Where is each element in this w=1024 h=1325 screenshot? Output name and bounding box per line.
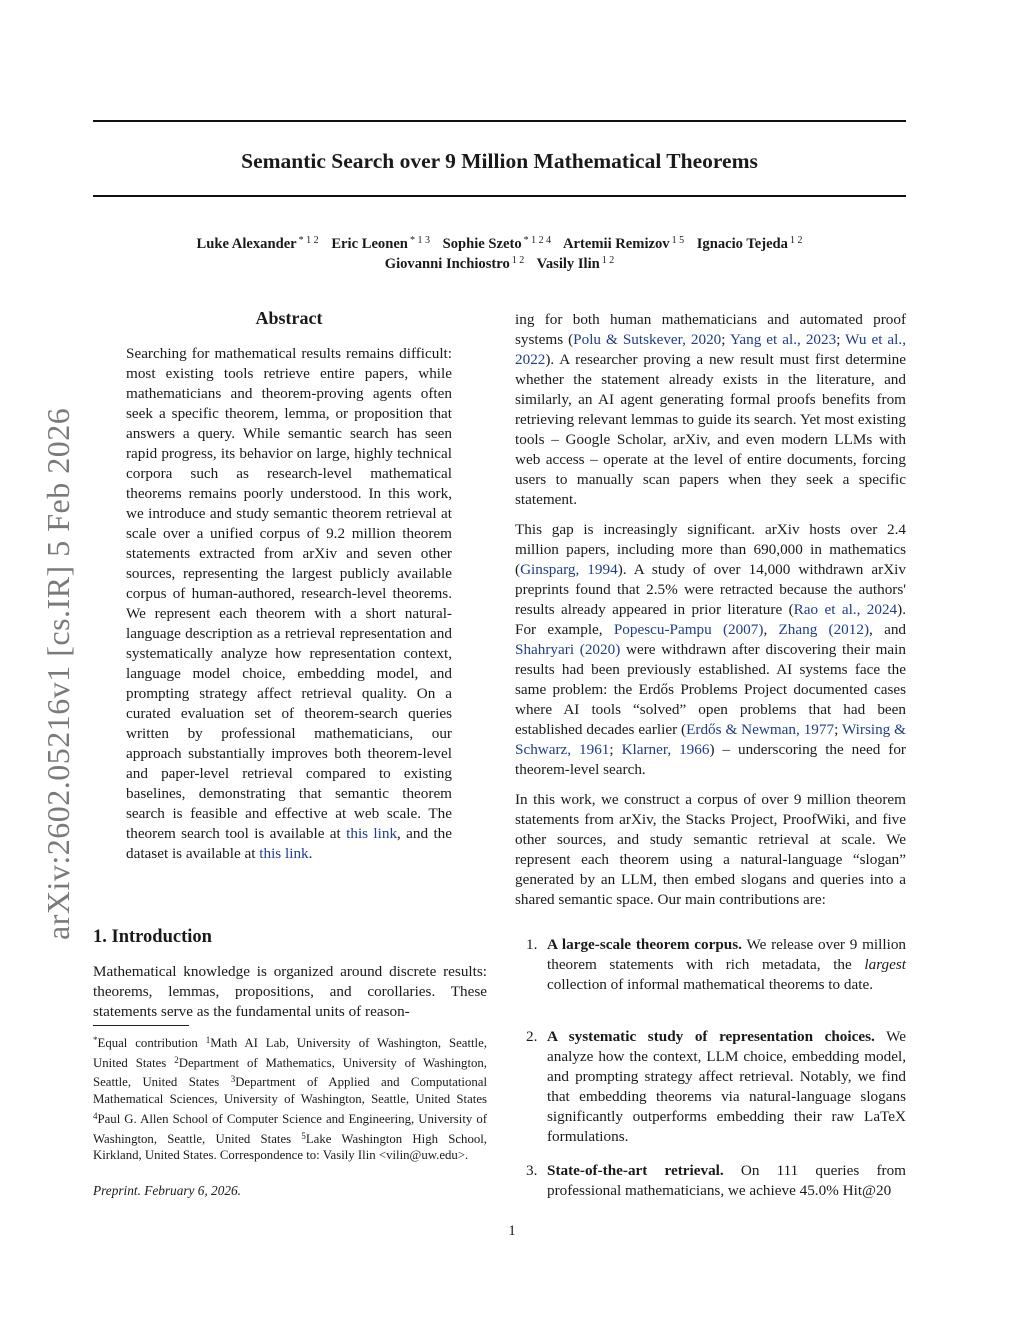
intro-paragraph-continued <box>515 310 906 510</box>
paragraph-text: ). For example, <box>515 601 906 638</box>
contribution-item <box>515 1027 906 1147</box>
author-list-second-line <box>93 251 906 274</box>
footnote-text: Department of Applied and Computational Mathematical Sciences, University of Washington, Seattle, United States <box>93 1075 487 1107</box>
title-bottom-rule <box>93 195 906 197</box>
footnote-text: Department of Mathematics, University of Washington, Seattle, United States <box>93 1055 488 1090</box>
citation-link[interactable]: Wu et al., 2022 <box>515 331 906 368</box>
list-number: 2. <box>526 1028 538 1045</box>
intro-paragraph-gap <box>515 520 906 780</box>
author-name: Vasily Ilin <box>536 256 600 272</box>
footnote-mark: 4 <box>93 1110 98 1121</box>
abstract-text: Searching for mathematical results remains difficult: most existing tools retrieve entire papers, while mathematicians and theorem-proving agents often seek a specific theorem, lemma, or proposition that answers a query. While semantic search has seen rapid progress, its behavior on large, highly technical corpora such as research-level mathematical theorems remains poorly understood. In this work, we introduce and study semantic theorem retrieval at scale over a unified corpus of 9.2 million theorem statements extracted from arXiv and seven other sources, representing the largest publicly available corpus of human-authored, research-level theorems. We represent each theorem with a short natural-language description as a retrieval representation and systematically analyze how representation context, language model choice, embedding model, and prompting strategy affect retrieval quality. On a curated evaluation set of theorem-search queries written by professional mathematicians, our approach substantially improves both theorem-level and paper-level retrieval compared to existing baselines, demonstrating that semantic theorem search is feasible and effective at web scale. The theorem search tool is available at <box>126 345 452 842</box>
author-affiliation-marks: * 1 2 <box>298 235 319 246</box>
contribution-title: A large-scale theorem corpus. <box>547 936 742 953</box>
list-number: 3. <box>526 1162 538 1179</box>
footnote-text: Lake Washington High School, Kirkland, United States. Correspondence to: Vasily Ilin <vilin@uw.edu>. <box>93 1131 487 1163</box>
contribution-title: State-of-the-art retrieval. <box>547 1162 724 1179</box>
intro-paragraph-contributions: In this work, we construct a corpus of over 9 million theorem statements from arXiv, the Stacks Project, ProofWiki, and five other sources, and study semantic retrieval at scale. We represent each theorem using a natural-language “slogan” generated by an LLM, then embed slogans and queries into a shared semantic space. Our main contributions are: <box>515 791 906 908</box>
author-affiliation-marks: 1 5 <box>671 235 685 246</box>
citation-separator: ; <box>609 741 622 758</box>
page-number: 1 <box>508 1223 516 1239</box>
footnote-text: Equal contribution <box>97 1036 206 1050</box>
title-top-rule <box>93 120 906 122</box>
list-number: 1. <box>526 936 538 953</box>
author-name: Ignacio Tejeda <box>696 236 788 252</box>
latex-logo: LaTeX <box>864 1108 906 1125</box>
author-name: Giovanni Inchiostro <box>384 256 510 272</box>
contribution-text: On 111 queries from professional mathematicians, we achieve 45.0% Hit@20 <box>547 1162 906 1199</box>
footnote-mark: 3 <box>230 1074 236 1085</box>
citation-link[interactable]: Rao et al., 2024 <box>793 601 898 618</box>
footnote-text: Paul G. Allen School of Computer Science and Engineering, University of Washington, Seattle, United States <box>93 1111 487 1146</box>
citation-link[interactable]: Zhang (2012) <box>778 621 870 638</box>
preprint-notice: Preprint. February 6, 2026. <box>93 1183 241 1198</box>
contribution-title: A systematic study of representation choices. <box>547 1028 875 1045</box>
citation-link[interactable]: Ginsparg, 1994 <box>520 561 618 578</box>
abstract-text-mid: , and the dataset is available at <box>126 825 453 862</box>
paragraph-text: ) – underscoring the need for theorem-level search. <box>515 741 906 778</box>
affiliations-footnote <box>93 1032 487 1164</box>
citation-link[interactable]: Popescu-Pampu (2007) <box>613 621 764 638</box>
abstract-end: . <box>308 845 313 862</box>
footnote-mark: 2 <box>174 1054 179 1065</box>
paragraph-text: ). A researcher proving a new result must first determine whether the statement already exists in the literature, and similarly, an AI agent generating formal proofs benefits from retrieving relevant lemmas to guide its search. Yet most existing tools – Google Scholar, arXiv, and even modern LLMs with web access – operate at the level of entire documents, forcing users to manually scan papers when they seek a specific statement. <box>515 351 906 508</box>
introduction-heading: 1. Introduction <box>93 927 212 947</box>
paragraph-text: ing for both human mathematicians and automated proof systems ( <box>515 311 906 348</box>
footnote-mark: 5 <box>301 1130 306 1141</box>
citation-link[interactable]: Wirsing & Schwarz, 1961 <box>515 721 906 758</box>
citation-separator: ; <box>836 331 846 348</box>
paragraph-text: , <box>763 621 779 638</box>
citation-link[interactable]: Klarner, 1966 <box>621 741 710 758</box>
contribution-text: We analyze how the context, LLM choice, embedding model, and prompting strategy affect retrieval. Notably, we find that embedding theorems via natural-language slogans significantly outperforms embedding their raw <box>547 1028 906 1125</box>
citation-separator: ; <box>834 721 842 738</box>
paragraph-text: ). A study of over 14,000 withdrawn arXiv preprints found that 2.5% were retracted because the authors' results already appeared in prior literature ( <box>515 561 906 618</box>
author-affiliation-marks: 1 2 <box>601 255 615 266</box>
contribution-item <box>515 1161 906 1201</box>
paragraph-text: This gap is increasingly significant. arXiv hosts over 2.4 million papers, including more than 690,000 in mathematics ( <box>515 521 906 578</box>
abstract-heading: Abstract <box>255 308 323 328</box>
author-affiliation-marks: 1 2 <box>511 255 525 266</box>
author-name: Sophie Szeto <box>442 236 522 252</box>
arxiv-identifier: arXiv:2602.05216v1 [cs.IR] 5 Feb 2026 <box>40 407 76 940</box>
citation-link[interactable]: Polu & Sutskever, 2020 <box>573 331 722 348</box>
author-name: Eric Leonen <box>331 236 408 252</box>
citation-link[interactable]: Shahryari (2020) <box>515 641 621 658</box>
citation-separator: ; <box>721 331 730 348</box>
contribution-item <box>515 935 906 995</box>
footnote-mark: * <box>93 1035 98 1045</box>
author-affiliation-marks: 1 2 <box>789 235 803 246</box>
footnote-mark: 1 <box>205 1035 211 1045</box>
author-name: Artemii Remizov <box>563 236 670 252</box>
abstract-body <box>126 344 452 864</box>
dataset-link[interactable]: this link <box>259 845 309 862</box>
paragraph-text: were withdrawn after discovering their main results had been previously established. AI systems face the same problem: the Erdős Problems Project documented cases where AI tools “solved” open problems that had been established decades earlier ( <box>515 641 906 738</box>
contribution-text: We release over 9 million theorem statements with rich metadata, the <box>547 936 907 973</box>
contribution-text: collection of informal mathematical theorems to date. <box>547 976 873 993</box>
author-affiliation-marks: * 1 2 4 <box>523 235 552 246</box>
paper-title: Semantic Search over 9 Million Mathematical Theorems <box>241 149 758 173</box>
contribution-text: formulations. <box>547 1128 629 1145</box>
citation-link[interactable]: Erdős & Newman, 1977 <box>686 721 835 738</box>
author-affiliation-marks: * 1 3 <box>409 235 430 246</box>
footnote-text: Math AI Lab, University of Washington, Seattle, United States <box>93 1036 487 1070</box>
author-name: Luke Alexander <box>196 236 297 252</box>
introduction-paragraph: Mathematical knowledge is organized around discrete results: theorems, lemmas, propositions, and corollaries. These statements serve as the fundamental units of reason- <box>93 963 487 1020</box>
paragraph-text: , and <box>869 621 907 638</box>
theorem-search-tool-link[interactable]: this link <box>346 825 398 842</box>
contribution-emphasis: largest <box>864 956 906 973</box>
footnote-rule <box>93 1025 189 1026</box>
citation-link[interactable]: Yang et al., 2023 <box>729 331 837 348</box>
